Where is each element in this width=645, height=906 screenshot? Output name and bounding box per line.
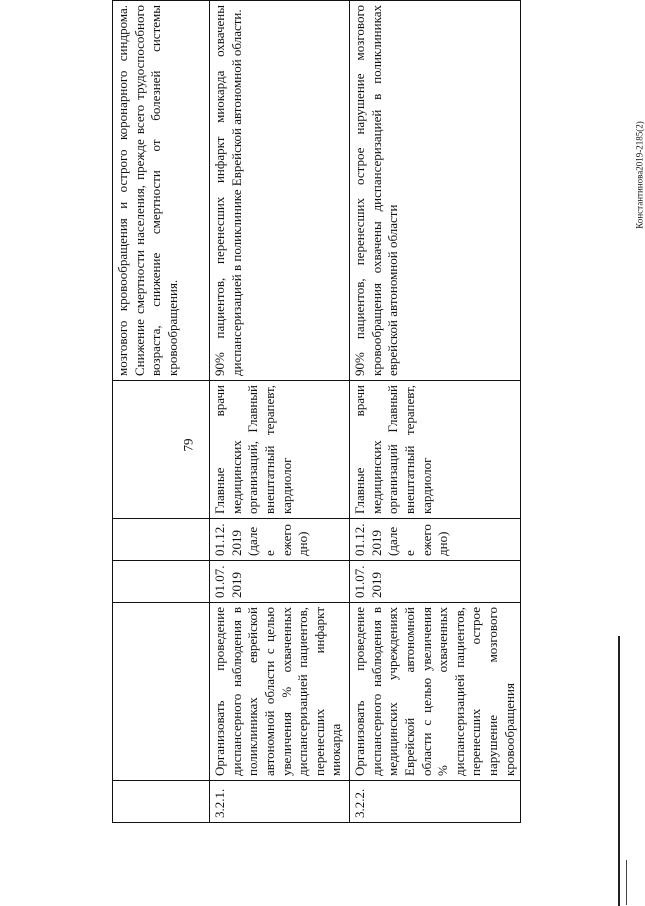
table-row: [113, 1, 210, 823]
cell-result: мозгового кровообращения и острого коронарного синдрома. Снижение смертности населения, прежде всего трудоспособного возраста, снижение смертности от болезней системы кровообращения.: [113, 1, 210, 381]
cell-action: [113, 603, 210, 781]
scan-edge-line-2: [626, 860, 627, 905]
cell-responsible: Главные врачи медицинских организаций, Главный внештатный терапевт, кардиолог: [210, 381, 350, 519]
scan-edge-line: [618, 636, 620, 906]
cell-num: 3.2.2.: [350, 781, 521, 823]
page-number: 79: [180, 438, 196, 452]
cell-num: [113, 781, 210, 823]
document-code: Константинова2019-2185(2): [634, 121, 645, 229]
table-row: [350, 1, 521, 823]
cell-result: 90% пациентов, перенесших инфаркт миокарда охвачены диспансеризацией в поликлинике Еврейской автономной области.: [210, 1, 350, 381]
cell-start: 01.07. 2019: [350, 561, 521, 603]
cell-end: 01.12. 2019 (далее ежегодно): [210, 519, 350, 561]
cell-start: 01.07. 2019: [210, 561, 350, 603]
plan-table: [112, 0, 521, 823]
cell-result: 90% пациентов, перенесших острое нарушение мозгового кровообращения охвачены диспансеризацией в поликлиниках еврейской автономной области: [350, 1, 521, 381]
cell-start: [113, 561, 210, 603]
cell-action: Организовать проведение диспансерного наблюдения в поликлиниках еврейской автономной области с целью увеличения % охваченных диспансеризацией пациентов, перенесших инфаркт миокарда: [210, 603, 350, 781]
cell-action: Организовать проведение диспансерного наблюдения в медицинских учреждениях Еврейской автономной области с целью увеличения % охваченных диспансеризацией пациентов, перенесших острое нарушение мозгового кровообращения: [350, 603, 521, 781]
cell-responsible: [113, 381, 210, 519]
plan-table-wrapper: [112, 1, 517, 823]
cell-num: 3.2.1.: [210, 781, 350, 823]
table-row: [210, 1, 350, 823]
cell-responsible: Главные врачи медицинских организаций Главный внештатный терапевт, кардиолог: [350, 381, 521, 519]
cell-end: 01.12. 2019 (далее ежегодно): [350, 519, 521, 561]
cell-end: [113, 519, 210, 561]
